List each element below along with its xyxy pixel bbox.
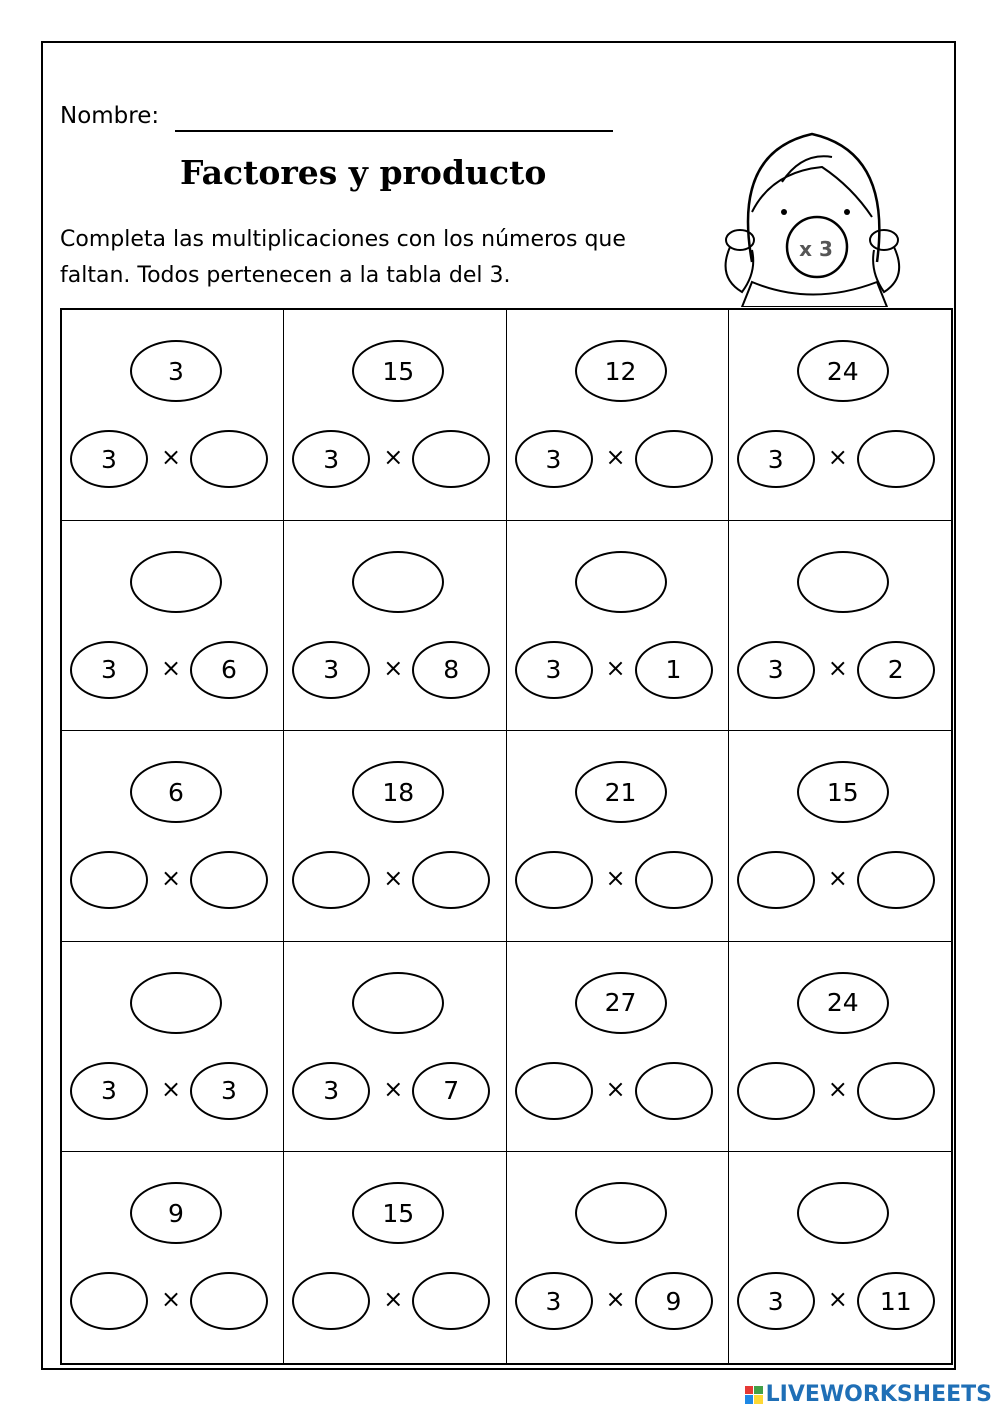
girl-illustration [712,112,912,307]
factor-b-oval[interactable] [635,1062,713,1120]
product-oval: 24 [797,340,889,402]
logo-square [754,1395,763,1404]
factor-a-oval: 3 [515,641,593,699]
product-oval: 6 [130,761,222,823]
times-symbol: × [161,653,182,682]
product-oval: 18 [352,761,444,823]
product-oval[interactable] [130,972,222,1034]
factor-b-oval: 8 [412,641,490,699]
times-symbol: × [605,653,626,682]
product-oval[interactable] [575,1182,667,1244]
liveworksheets-logo-icon [745,1386,763,1404]
factor-a-oval[interactable] [737,851,815,909]
times-symbol: × [383,443,404,471]
product-oval[interactable] [575,551,667,613]
times-symbol: × [161,1285,182,1314]
exercise-cell [729,942,951,1153]
name-label: Nombre: [60,103,160,129]
factor-a-oval[interactable] [515,1062,593,1120]
badge-x3: x 3 [799,237,833,261]
factor-a-oval: 3 [292,641,370,699]
product-oval: 21 [575,761,667,823]
exercise-cell [284,731,506,942]
factor-a-oval[interactable] [292,851,370,909]
times-symbol: × [827,653,848,682]
logo-square [754,1386,763,1395]
product-oval: 12 [575,340,667,402]
exercise-cell [62,1152,284,1363]
factor-b-oval: 3 [190,1062,268,1120]
brand-text: LIVEWORKSHEETS [765,1382,992,1407]
factor-b-oval: 9 [635,1272,713,1330]
product-oval: 15 [797,761,889,823]
times-symbol: × [161,443,182,471]
page-title: Factores y producto [180,153,547,192]
times-symbol: × [605,864,626,893]
factor-a-oval[interactable] [737,1062,815,1120]
times-symbol: × [605,443,626,471]
exercise-cell [62,942,284,1153]
factor-b-oval[interactable] [635,430,713,488]
factor-b-oval: 2 [857,641,935,699]
exercise-cell [284,521,506,732]
logo-square [745,1395,754,1404]
exercise-cell [729,521,951,732]
factor-a-oval[interactable] [70,1272,148,1330]
factor-b-oval: 11 [857,1272,935,1330]
exercise-cell [507,1152,729,1363]
times-symbol: × [161,1074,182,1103]
product-oval[interactable] [797,1182,889,1244]
times-symbol: × [161,864,182,893]
exercise-cell [729,310,951,521]
factor-a-oval: 3 [737,1272,815,1330]
factor-b-oval: 1 [635,641,713,699]
product-oval: 15 [352,340,444,402]
factor-b-oval[interactable] [857,1062,935,1120]
factor-b-oval[interactable] [190,430,268,488]
exercise-cell [62,521,284,732]
factor-a-oval[interactable] [515,851,593,909]
factor-a-oval[interactable] [292,1272,370,1330]
exercise-cell [507,942,729,1153]
factor-b-oval[interactable] [412,1272,490,1330]
factor-b-oval[interactable] [857,851,935,909]
exercise-cell [507,731,729,942]
instructions: Completa las multiplicaciones con los números que faltan. Todos pertenecen a la tabla del 3. [60,227,626,288]
factor-b-oval[interactable] [190,1272,268,1330]
factor-a-oval: 3 [737,430,815,488]
times-symbol: × [605,1285,626,1314]
product-oval[interactable] [130,551,222,613]
factor-b-oval[interactable] [635,851,713,909]
times-symbol: × [827,1285,848,1314]
factor-a-oval: 3 [292,1062,370,1120]
times-symbol: × [827,864,848,893]
product-oval[interactable] [352,972,444,1034]
times-symbol: × [383,864,404,893]
exercise-cell [507,521,729,732]
name-input-line[interactable] [175,130,613,132]
exercise-cell [62,731,284,942]
exercise-cell [62,310,284,521]
factor-a-oval: 3 [70,1062,148,1120]
product-oval[interactable] [797,551,889,613]
logo-square [745,1386,754,1395]
product-oval: 27 [575,972,667,1034]
factor-b-oval[interactable] [412,430,490,488]
factor-a-oval: 3 [515,430,593,488]
factor-a-oval[interactable] [70,851,148,909]
factor-b-oval: 7 [412,1062,490,1120]
product-oval: 3 [130,340,222,402]
exercise-cell [507,310,729,521]
times-symbol: × [605,1074,626,1103]
factor-a-oval: 3 [292,430,370,488]
footer-brand [745,1382,992,1407]
factor-a-oval: 3 [737,641,815,699]
factor-a-oval: 3 [70,430,148,488]
factor-b-oval[interactable] [412,851,490,909]
times-symbol: × [383,1285,404,1314]
factor-a-oval: 3 [70,641,148,699]
product-oval[interactable] [352,551,444,613]
exercise-grid [60,308,953,1365]
times-symbol: × [383,653,404,682]
times-symbol: × [827,1074,848,1103]
factor-b-oval[interactable] [857,430,935,488]
factor-a-oval: 3 [515,1272,593,1330]
product-oval: 9 [130,1182,222,1244]
factor-b-oval: 6 [190,641,268,699]
times-symbol: × [827,443,848,471]
exercise-cell [729,731,951,942]
exercise-cell [729,1152,951,1363]
exercise-cell [284,942,506,1153]
factor-b-oval[interactable] [190,851,268,909]
exercise-cell [284,310,506,521]
product-oval: 24 [797,972,889,1034]
times-symbol: × [383,1074,404,1103]
product-oval: 15 [352,1182,444,1244]
exercise-cell [284,1152,506,1363]
